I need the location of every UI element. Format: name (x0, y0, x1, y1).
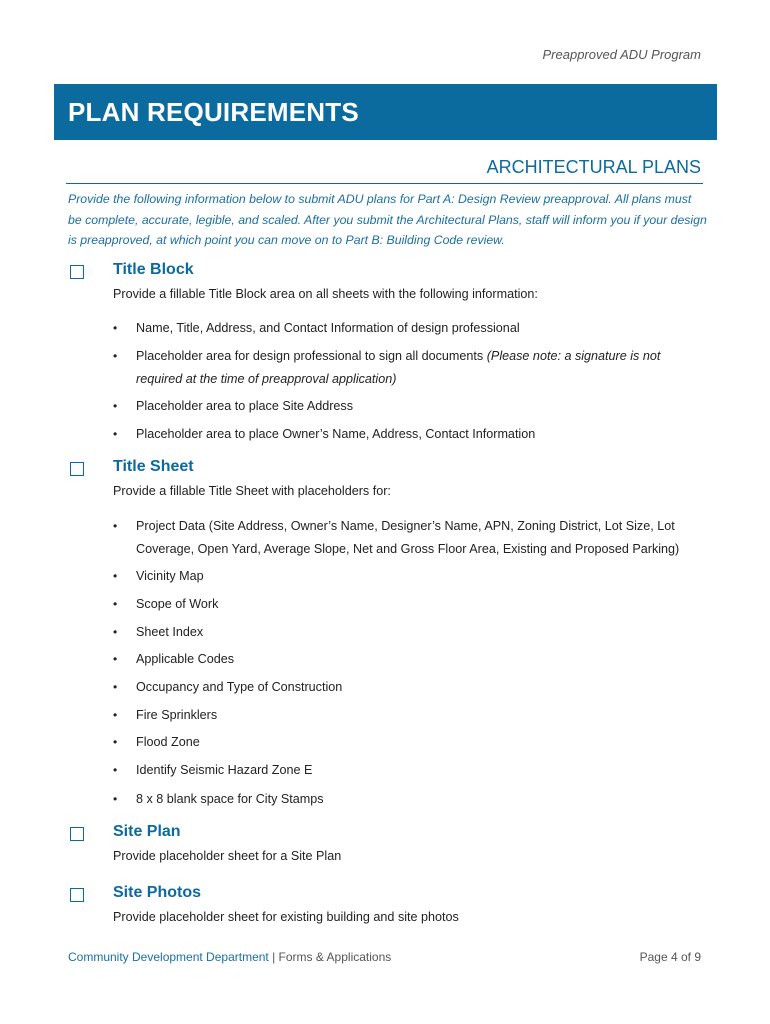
list-item: • Placeholder area for design professional to sign all documents (Please note: a signature is not required at the time of preapproval application) (113, 349, 661, 386)
requirement-title: Title Sheet (113, 458, 194, 475)
list-item: • Scope of Work (113, 597, 219, 611)
checkbox-site-photos[interactable] (70, 888, 84, 902)
list-item: • Occupancy and Type of Construction (113, 680, 343, 694)
checkbox-title-sheet[interactable] (70, 462, 84, 476)
footer-separator: | (268, 950, 279, 964)
section-heading: ARCHITECTURAL PLANS (486, 157, 701, 177)
checkbox-title-block[interactable] (70, 265, 84, 279)
list-item: • Placeholder area to place Owner’s Name, Address, Contact Information (113, 427, 536, 441)
requirement-title: Site Plan (113, 823, 181, 840)
list-item: • Vicinity Map (113, 569, 204, 583)
requirement-description: Provide a fillable Title Block area on all sheets with the following information: (113, 287, 538, 301)
footer-section: Forms & Applications (278, 950, 392, 964)
list-item: • Applicable Codes (113, 652, 235, 666)
list-item: • Name, Title, Address, and Contact Information of design professional (113, 321, 520, 335)
footer-department-name: Community Development Department (68, 950, 269, 964)
section-intro: Provide the following information below to submit ADU plans for Part A: Design Review preapproval. All plans must be complete, accurate, legible, and scaled. After you submit the Architectural Plans, staff will inform you if your design is preapproved, at which point you can move on to Part B: Building Code review. (68, 192, 707, 247)
header-program-label: Preapproved ADU Program (542, 47, 701, 62)
page-number: Page 4 of 9 (639, 950, 701, 964)
section-divider (66, 183, 703, 184)
page-title: PLAN REQUIREMENTS (68, 97, 359, 127)
list-item: • Identify Seismic Hazard Zone E (113, 763, 313, 777)
requirement-description: Provide a fillable Title Sheet with placeholders for: (113, 484, 391, 498)
footer-department (68, 950, 391, 964)
list-item: • Flood Zone (113, 735, 200, 749)
checkbox-site-plan[interactable] (70, 827, 84, 841)
list-item: • Project Data (Site Address, Owner’s Name, Designer’s Name, APN, Zoning District, Lot Size, Lot Coverage, Open Yard, Average Slope, Net and Gross Floor Area, Existing and Proposed Parking) (113, 519, 680, 556)
requirement-title: Title Block (113, 261, 194, 278)
list-item: • Sheet Index (113, 625, 204, 639)
list-item: • Fire Sprinklers (113, 708, 218, 722)
title-banner (54, 84, 717, 140)
requirement-description: Provide placeholder sheet for a Site Plan (113, 849, 342, 863)
list-item: • 8 x 8 blank space for City Stamps (113, 792, 324, 806)
requirement-description: Provide placeholder sheet for existing building and site photos (113, 910, 459, 924)
list-item: • Placeholder area to place Site Address (113, 399, 354, 413)
requirement-title: Site Photos (113, 884, 202, 901)
